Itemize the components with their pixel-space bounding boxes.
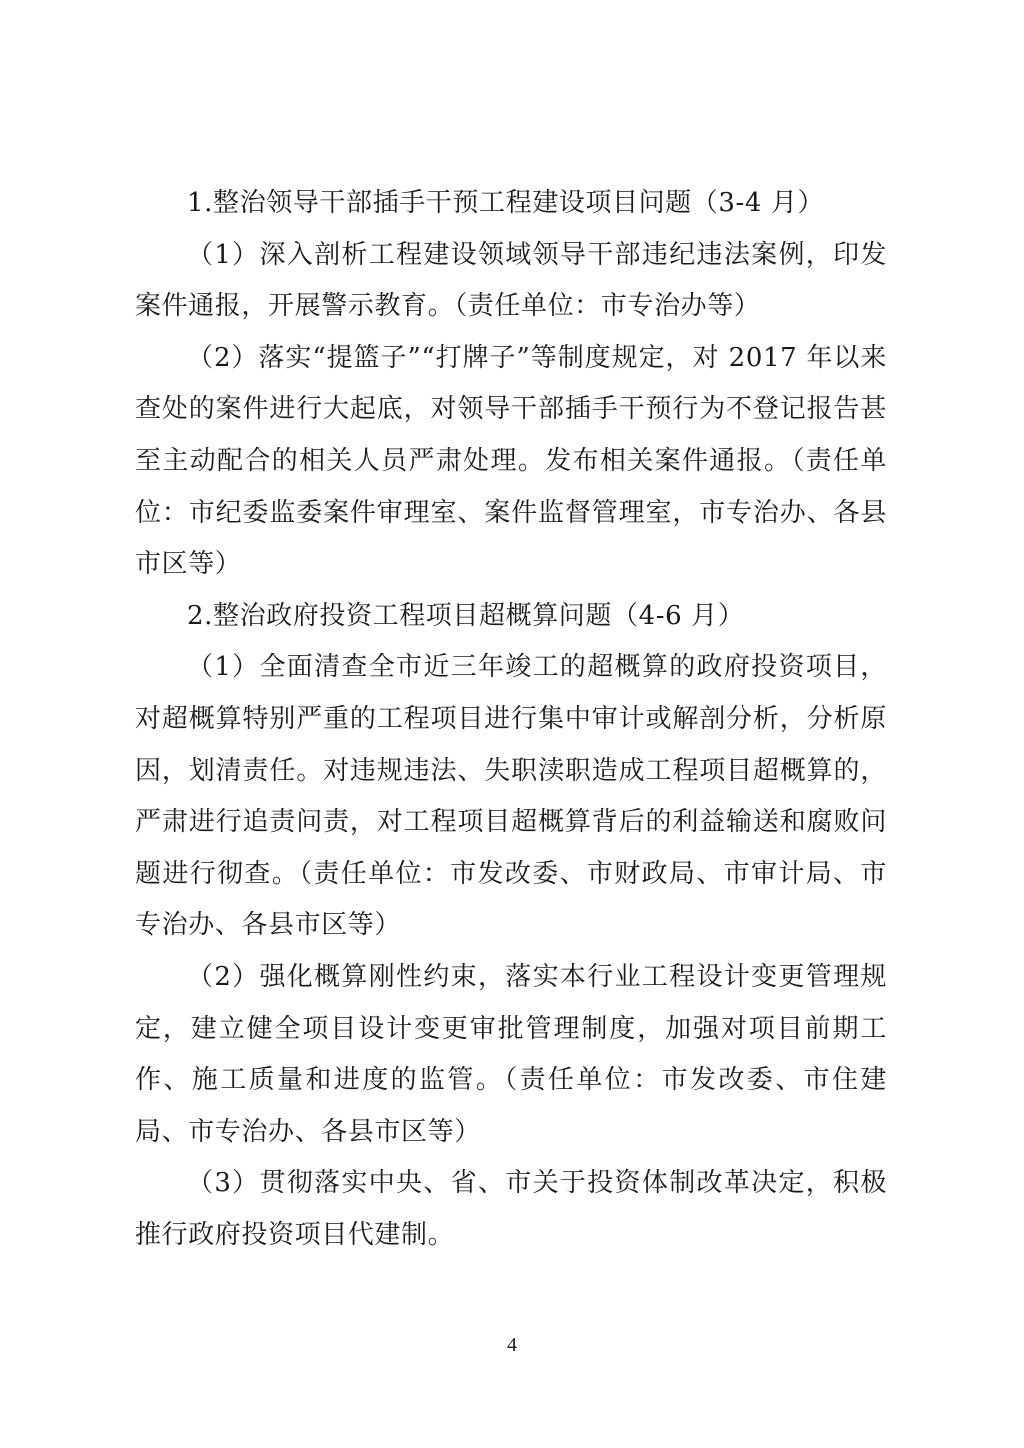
document-body	[135, 178, 887, 1261]
paragraph-2-1: （1）全面清查全市近三年竣工的超概算的政府投资项目，对超概算特别严重的工程项目进行集中审计或解剖分析，分析原因，划清责任。对违规违法、失职渎职造成工程项目超概算的，严肃进行追责问责，对工程项目超概算背后的利益输送和腐败问题进行彻查。（责任单位：市发改委、市财政局、市审计局、市专治办、各县市区等）	[135, 652, 887, 941]
paragraph-1-1: （1）深入剖析工程建设领域领导干部违纪违法案例，印发案件通报，开展警示教育。（责任单位：市专治办等）	[135, 239, 887, 322]
section-heading-2: 2.整治政府投资工程项目超概算问题（4-6 月）	[187, 600, 745, 631]
paragraph-1-2: （2）落实“提篮子”“打牌子”等制度规定，对 2017 年以来查处的案件进行大起底，对领导干部插手干预行为不登记报告甚至主动配合的相关人员严肃处理。发布相关案件通报。（责任单位：市纪委监委案件审理室、案件监督管理室，市专治办、各县市区等）	[135, 342, 887, 580]
section-heading-1: 1.整治领导干部插手干预工程建设项目问题（3-4 月）	[187, 188, 825, 218]
page-number: 4	[507, 1334, 517, 1356]
paragraph-2-3: （3）贯彻落实中央、省、市关于投资体制改革决定，积极推行政府投资项目代建制。	[135, 1168, 887, 1250]
paragraph-2-2: （2）强化概算刚性约束，落实本行业工程设计变更管理规定，建立健全项目设计变更审批管理制度，加强对项目前期工作、施工质量和进度的监管。（责任单位：市发改委、市住建局、市专治办、各县市区等）	[135, 961, 887, 1147]
